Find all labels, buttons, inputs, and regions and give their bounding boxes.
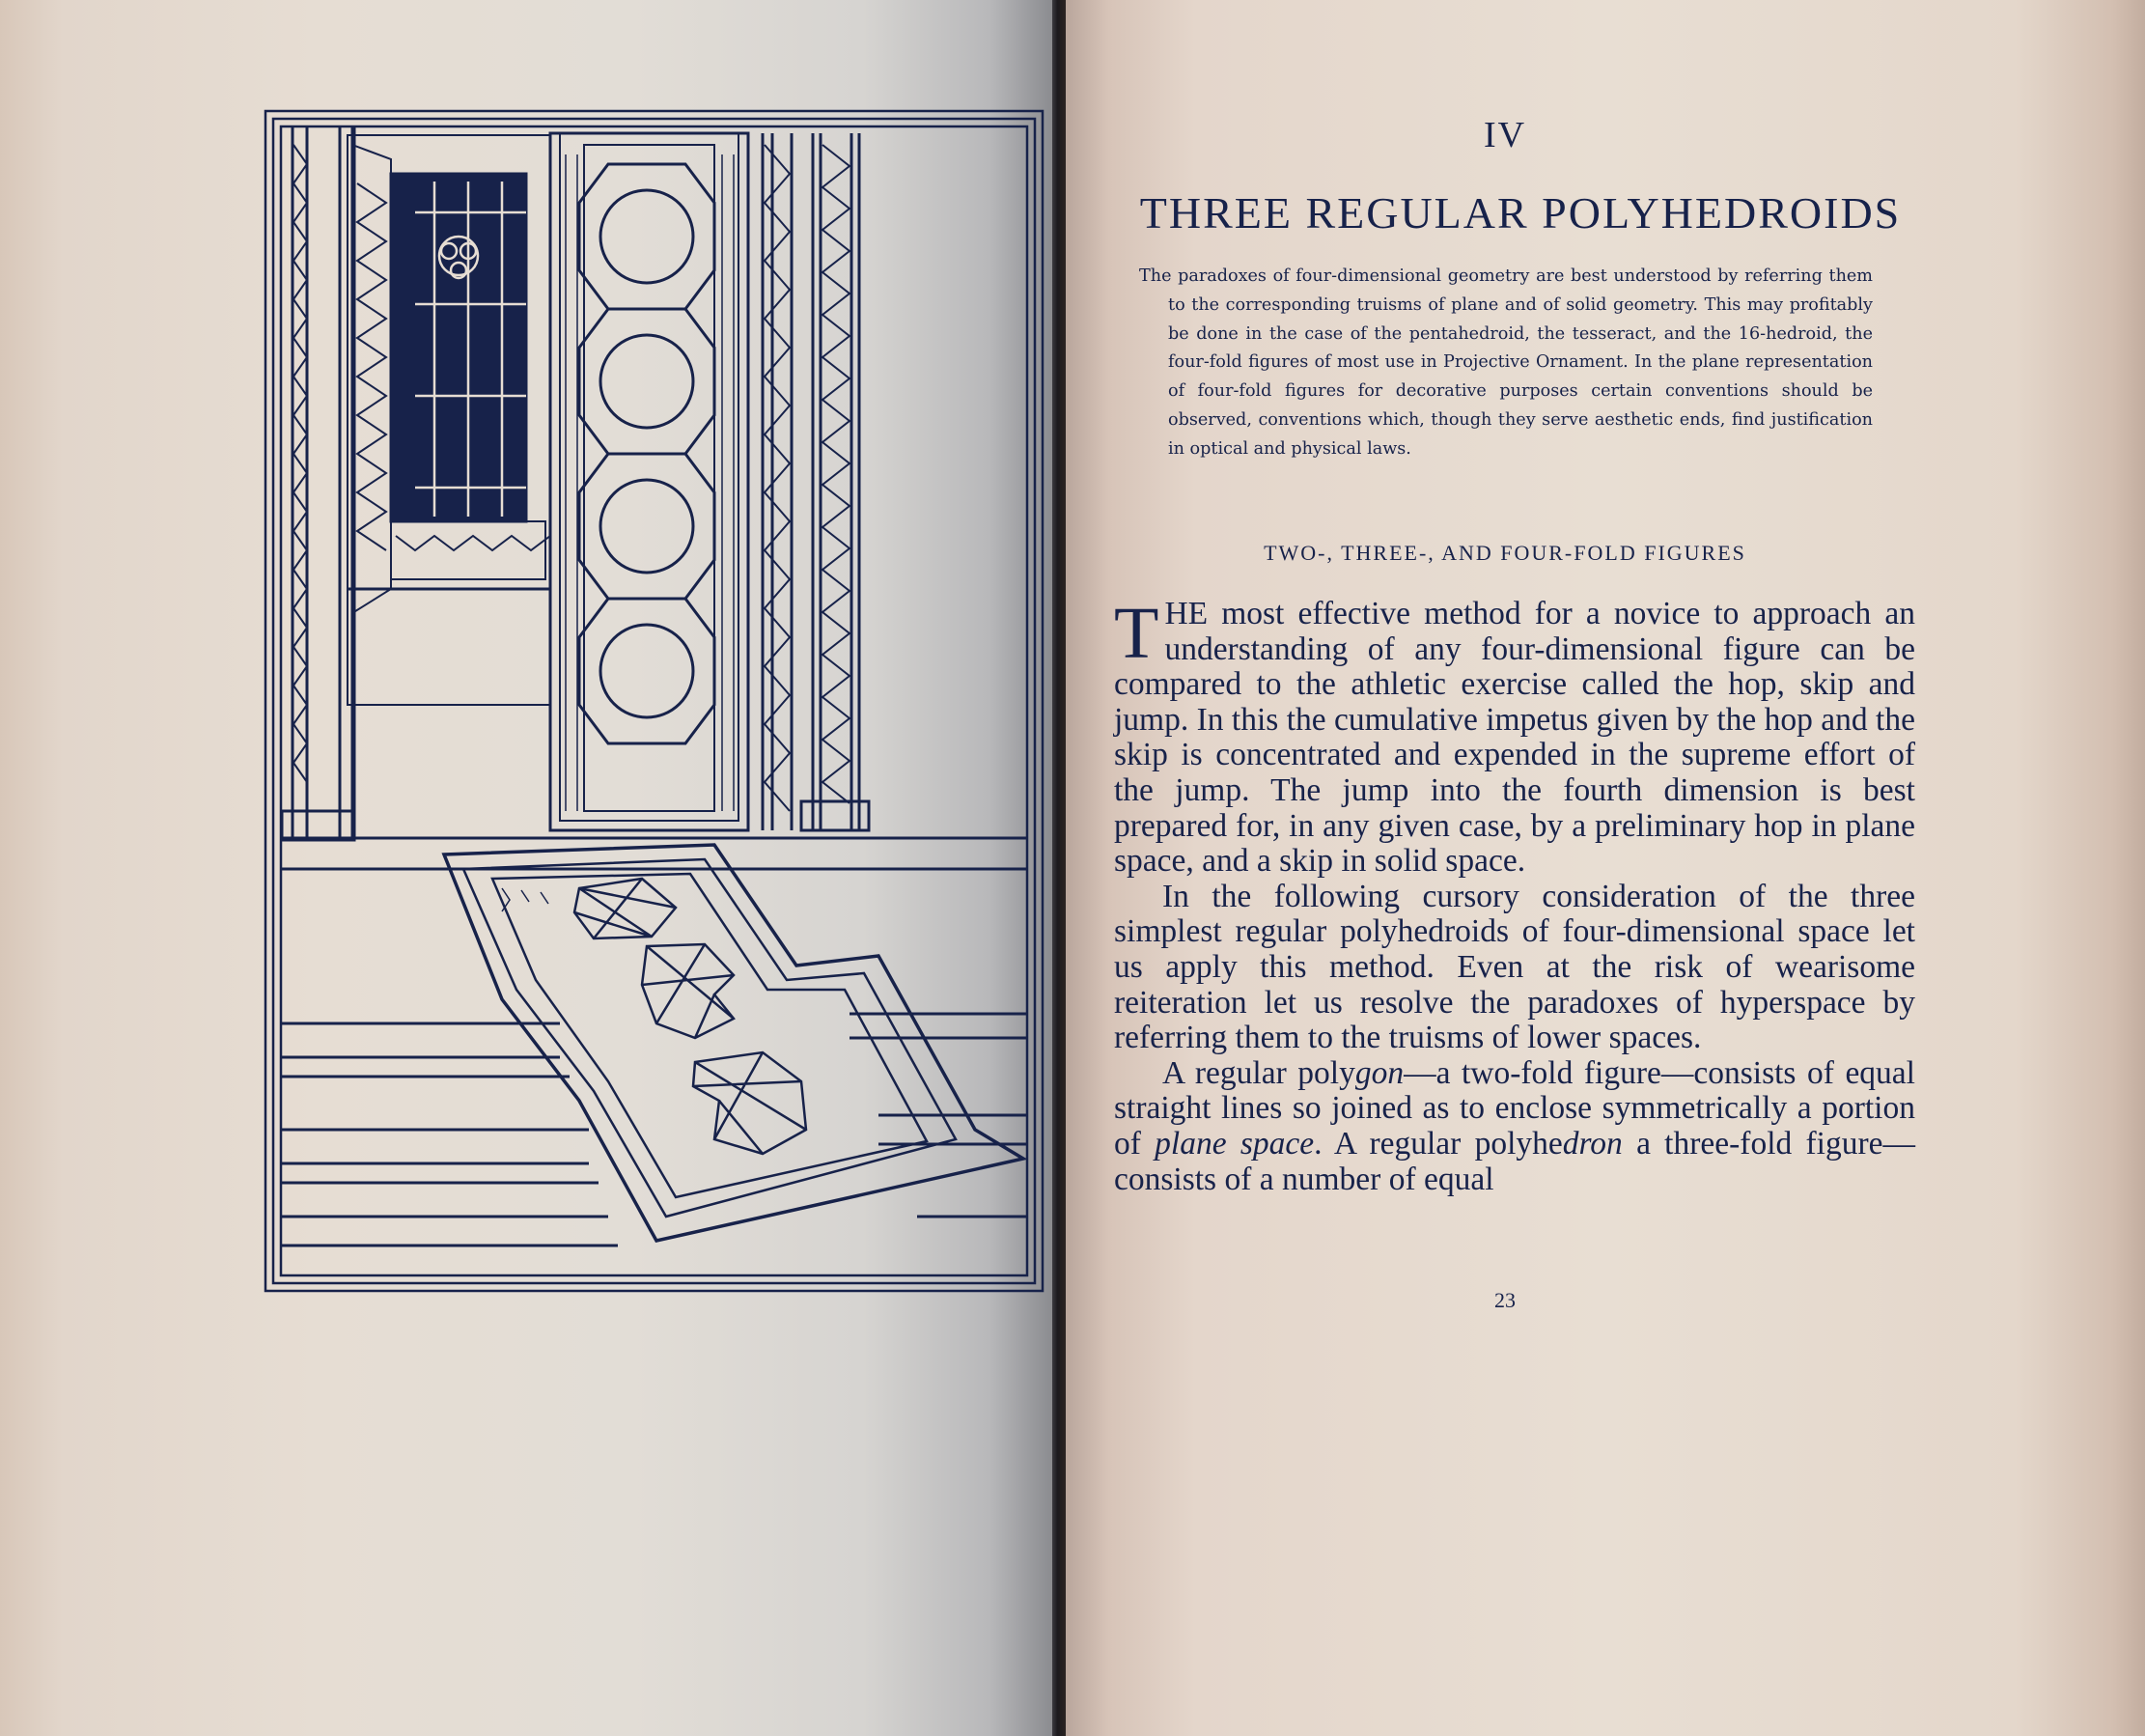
italic-run: dron [1562, 1125, 1623, 1162]
italic-run: plane space [1155, 1125, 1315, 1162]
paragraph-1 [1114, 593, 1915, 880]
chapter-abstract: The paradoxes of four-dimensional geometry are best understood by referring them to the corresponding truisms of plane and of solid geometry. This may profitably be done in the case of the pentahedroid, the tesseract, and the 16-hedroid, the four-fold figures of most use in Projective Ornament. In the plane representation of four-fold figures for decorative purposes certain conventions should be observed, conventions which, though they serve aesthetic ends, find justification in optical and physical laws. [1139, 266, 1873, 459]
text-run: . A regular polyhe [1314, 1125, 1563, 1162]
window [348, 135, 550, 705]
polyhedroid-figures [574, 879, 806, 1154]
body-text [1114, 593, 1915, 1197]
left-pilaster [282, 126, 354, 840]
chapter-number: IV [1483, 115, 1527, 155]
right-pilaster [763, 133, 869, 830]
page-number: 23 [1494, 1288, 1516, 1312]
frontispiece-illustration [261, 106, 1062, 1303]
section-heading: TWO-, THREE-, AND FOUR-FOLD FIGURES [1264, 541, 1746, 565]
ornamental-pillar [550, 133, 748, 830]
text-run: A regular poly [1162, 1054, 1355, 1091]
paragraph-1-text: HE most effective method for a novice to approach an understanding of any four-dimensional figure can be compared to the athletic exercise called the hop, skip and jump. In this the cumulative impetus given by the hop and the skip is concentrated and expended in the supreme effort of the jump. The jump into the fourth dimension is best prepared for, in any given case, by a preliminary hop in plane space, and a skip in solid space. [1114, 596, 1915, 880]
italic-run: gon [1354, 1054, 1405, 1091]
chapter-title: THREE REGULAR POLYHEDROIDS [1139, 188, 1902, 238]
paragraph-2: In the following cursory consideration of the three simplest regular polyhedroids of four-dimensional space let us apply this method. Even at the risk of wearisome reiteration let us resolve the paradoxes of hyperspace by referring them to the truisms of lower spaces. [1114, 878, 1915, 1056]
paragraph-3 [1114, 1056, 1915, 1197]
drop-cap: T [1114, 593, 1159, 674]
text-run: a three-fold figure—consists of a number of equal [1114, 1125, 1915, 1197]
text-run: —a two-fold figure—consists of equal straight lines so joined as to enclose symmetrically a portion of [1114, 1054, 1915, 1162]
